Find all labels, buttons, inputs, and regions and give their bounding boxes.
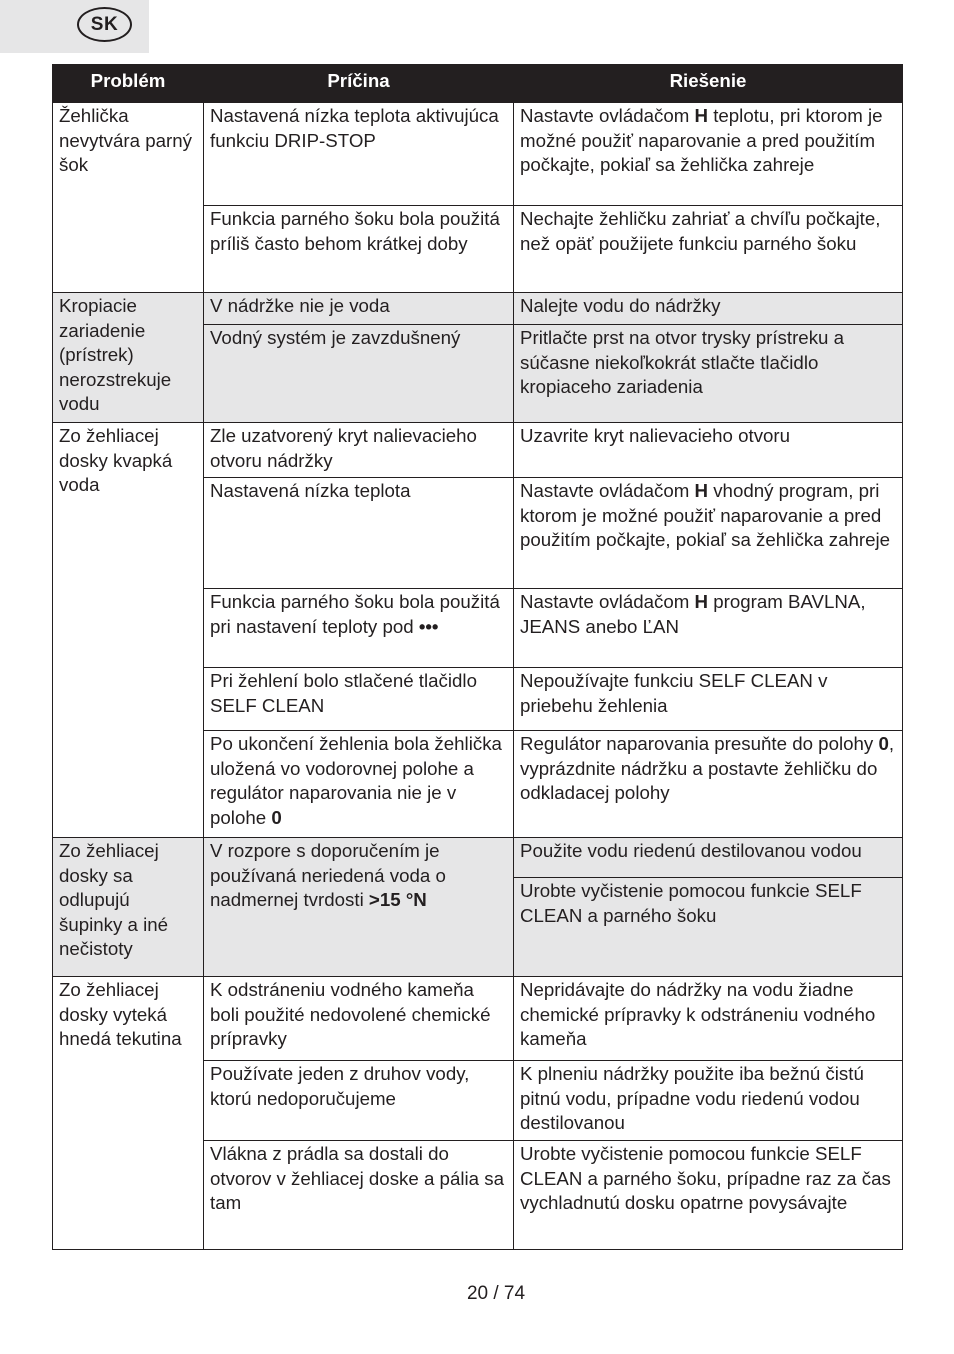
solution-cell: Uzavrite kryt nalievacieho otvoru — [514, 423, 903, 478]
problem-cell: Zo žehliacej dosky vyteká hnedá tekutina — [53, 977, 204, 1250]
text-run: Nastavte ovládačom — [520, 105, 695, 126]
bold-text-run: H — [694, 480, 709, 501]
bold-text-run: >15 °N — [368, 889, 427, 911]
table-row — [53, 103, 903, 206]
solution-cell — [514, 731, 903, 838]
table-body — [53, 103, 903, 1250]
page-number: 20 / 74 — [466, 1283, 526, 1304]
header-cause: Príčina — [204, 65, 514, 103]
text-run: Po ukončení žehlenia bola žehlička uložená vo vodorovnej polohe a regulátor naparovania nie je v polohe — [210, 733, 502, 828]
troubleshooting-table — [52, 64, 903, 1250]
header-solution: Riešenie — [514, 65, 903, 103]
text-run: Funkcia parného šoku bola použitá pri nastavení teploty pod — [210, 591, 500, 637]
solution-cell — [514, 589, 903, 668]
cause-cell: K odstráneniu vodného kameňa boli použité nedovolené chemické prípravky — [204, 977, 514, 1061]
text-run: V rozpore s doporučením je používaná neriedená voda o nadmernej tvrdosti — [210, 840, 446, 911]
solution-cell: Nalejte vodu do nádržky — [514, 293, 903, 325]
solution-cell — [514, 478, 903, 589]
solution-cell: K plneniu nádržky použite iba bežnú čistú pitnú vodu, prípadne vodu riedenú vodou destilovanou — [514, 1061, 903, 1141]
solution-cell: Nepoužívajte funkciu SELF CLEAN v priebehu žehlenia — [514, 668, 903, 731]
problem-cell: Kropiacie zariadenie (prístrek) nerozstrekuje vodu — [53, 293, 204, 423]
table-header-row — [53, 65, 903, 103]
text-run: Nastavte ovládačom — [520, 591, 695, 612]
cause-cell: Nastavená nízka teplota — [204, 478, 514, 589]
table-row — [53, 293, 903, 325]
table-row — [53, 977, 903, 1061]
text-run: vhodný program, pri ktorom je možné použiť naparovanie a pred použitím počkajte, pokiaľ sa žehlička zahreje — [520, 480, 891, 551]
table-row — [53, 838, 903, 878]
text-run: Nastavte ovládačom — [520, 480, 695, 501]
bold-text-run: H — [694, 591, 709, 612]
language-badge: SK — [77, 7, 132, 42]
cause-cell: Vlákna z prádla sa dostali do otvorov v žehliacej doske a pália sa tam — [204, 1141, 514, 1250]
text-run: program BAVLNA, JEANS anebo ĽAN — [520, 591, 866, 637]
solution-cell: Urobte vyčistenie pomocou funkcie SELF CLEAN a parného šoku — [514, 878, 903, 977]
cause-cell — [204, 731, 514, 838]
solution-cell: Nechajte žehličku zahriať a chvíľu počkajte, než opäť použijete funkciu parného šoku — [514, 206, 903, 293]
bold-text-run: 0 — [271, 806, 282, 828]
cause-cell — [204, 838, 514, 977]
language-tab — [0, 0, 149, 53]
problem-cell: Žehlička nevytvára parný šok — [53, 103, 204, 293]
table-row — [53, 423, 903, 478]
solution-cell: Použite vodu riedenú destilovanou vodou — [514, 838, 903, 878]
text-run: teplotu, pri ktorom je možné použiť naparovanie a pred použitím počkajte, pokiaľ sa žehlička zahreje — [520, 105, 883, 176]
cause-cell: Vodný systém je zavzdušnený — [204, 325, 514, 423]
cause-cell — [204, 589, 514, 668]
cause-cell: Funkcia parného šoku bola použitá príliš často behom krátkej doby — [204, 206, 514, 293]
cause-cell: Pri žehlení bolo stlačené tlačidlo SELF CLEAN — [204, 668, 514, 731]
cause-cell: Používate jeden z druhov vody, ktorú nedoporučujeme — [204, 1061, 514, 1141]
text-run: , vyprázdnite nádržku a postavte žehličku do odkladacej polohy — [520, 733, 895, 804]
bold-text-run: ••• — [418, 615, 439, 637]
text-run: Regulátor naparovania presuňte do polohy — [520, 733, 879, 754]
solution-cell: Urobte vyčistenie pomocou funkcie SELF CLEAN a parného šoku, prípadne raz za čas vychladnutú dosku opatrne povysávajte — [514, 1141, 903, 1250]
cause-cell: V nádržke nie je voda — [204, 293, 514, 325]
solution-cell — [514, 103, 903, 206]
problem-cell: Zo žehliacej dosky kvapká voda — [53, 423, 204, 838]
solution-cell: Nepridávajte do nádržky na vodu žiadne chemické prípravky k odstráneniu vodného kameňa — [514, 977, 903, 1061]
cause-cell: Zle uzatvorený kryt nalievacieho otvoru nádržky — [204, 423, 514, 478]
solution-cell: Pritlačte prst na otvor trysky prístreku a súčasne niekoľkokrát stlačte tlačidlo kropiaceho zariadenia — [514, 325, 903, 423]
bold-text-run: H — [694, 105, 709, 126]
bold-text-run: 0 — [878, 733, 889, 754]
cause-cell: Nastavená nízka teplota aktivujúca funkciu DRIP-STOP — [204, 103, 514, 206]
problem-cell: Zo žehliacej dosky sa odlupujú šupinky a iné nečistoty — [53, 838, 204, 977]
header-problem: Problém — [53, 65, 204, 103]
